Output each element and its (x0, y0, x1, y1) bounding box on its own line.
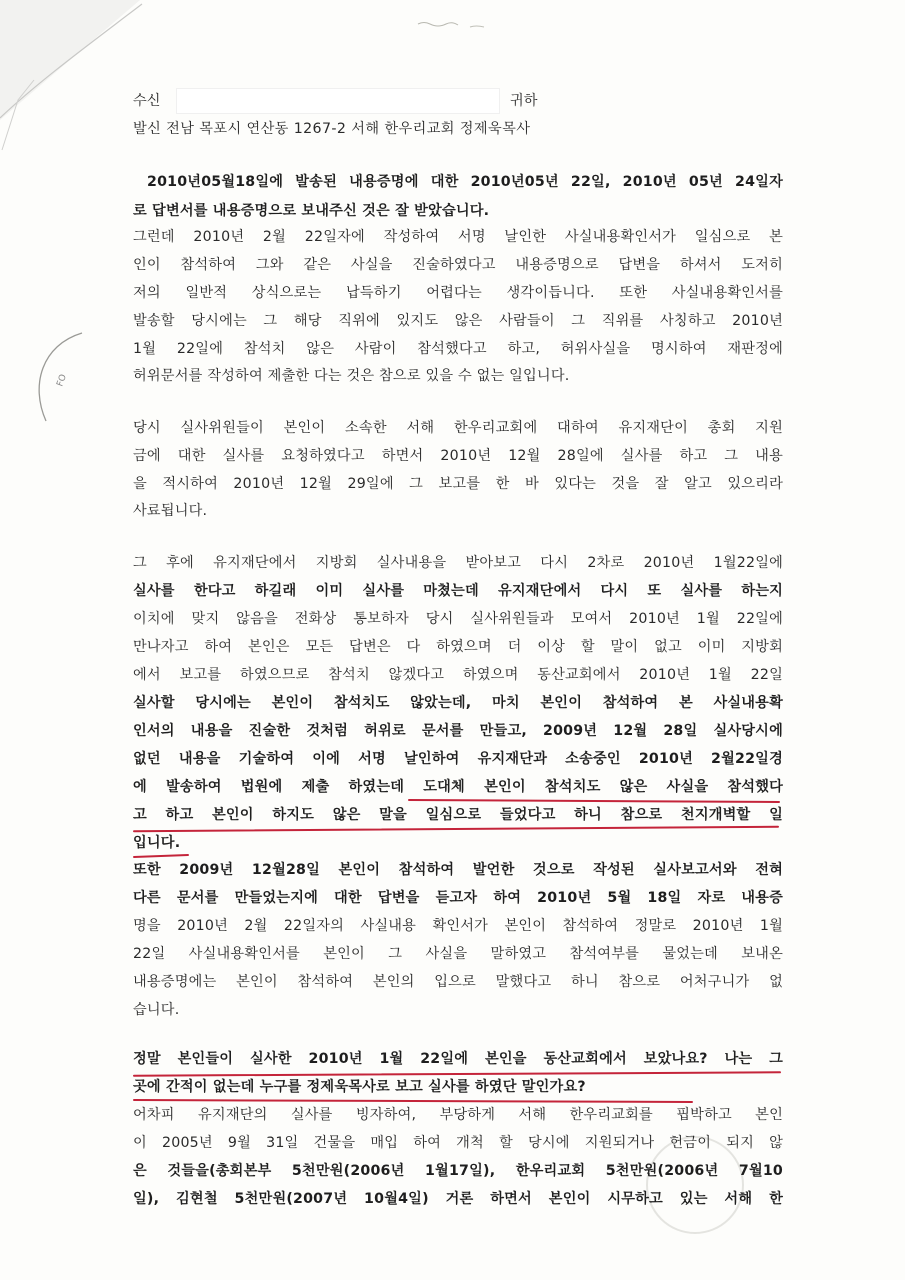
paragraph-7-line-4: 일), 김현철 5천만원(2007년 10월4일) 거론 하면서 본인이 시무하고 있는 서해 한 (133, 1191, 783, 1207)
paragraph-1-line-2: 로 답변서를 내용증명으로 보내주신 것은 잘 받았습니다. (133, 203, 490, 219)
paragraph-4-line-4: 만나자고 하여 본인은 모든 답변은 다 하였으며 더 이상 할 말이 없고 이미 지방회 (133, 639, 783, 655)
paragraph-4-line-9: 에 발송하여 법원에 제출 하였는데 도대체 본인이 참석치도 않은 사실을 참석했다 (133, 779, 783, 795)
paragraph-7-line-1: 어차피 유지재단의 실사를 빙자하여, 부당하게 서해 한우리교회를 핍박하고 본인 (133, 1107, 783, 1123)
paragraph-5-line-2: 다른 문서를 만들었는지에 대한 답변을 듣고자 하여 2010년 5월 18일 자로 내용증 (133, 890, 783, 906)
paragraph-3-line-1: 당시 실사위원들이 본인이 소속한 서해 한우리교회에 대하여 유지재단이 총회 지원 (133, 420, 783, 436)
paragraph-4-line-3: 이치에 맞지 않음을 전화상 통보하자 당시 실사위원들과 모여서 2010년 1월 22일에 (133, 611, 783, 627)
paragraph-2-line-3: 저의 일반적 상식으로는 납득하기 어렵다는 생각이듭니다. 또한 사실내용확인서를 (133, 285, 783, 301)
paragraph-2-line-6: 허위문서를 작성하여 제출한 다는 것은 참으로 있을 수 없는 일입니다. (133, 368, 570, 384)
paragraph-1-line-1: 2010년05월18일에 발송된 내용증명에 대한 2010년05년 22일, 2010년 05년 24일자 (147, 174, 783, 190)
paragraph-2-line-2: 인이 참석하여 그와 같은 사실을 진술하였다고 내용증명으로 답변을 하셔서 도저히 (133, 257, 783, 273)
recipient-label: 수신 (133, 93, 161, 109)
recipient-suffix: 귀하 (510, 93, 538, 109)
paragraph-3-line-4: 사료됩니다. (133, 503, 208, 519)
sender-line: 발신 전남 목포시 연산동 1267-2 서해 한우리교회 정제욱목사 (133, 121, 531, 137)
paragraph-4-line-8: 없던 내용을 기술하여 이에 서명 날인하여 유지재단과 소송중인 2010년 2월22일경 (133, 751, 783, 767)
paragraph-6-line-2: 곳에 간적이 없는데 누구를 정제욱목사로 보고 실사를 하였단 말인가요? (133, 1079, 586, 1095)
paragraph-4-line-2: 실사를 한다고 하길래 이미 실사를 마쳤는데 유지재단에서 다시 또 실사를 하는지 (133, 583, 783, 599)
paragraph-7-line-2: 이 2005년 9월 31일 건물을 매입 하여 개척 할 당시에 지원되거나 헌금이 되지 않 (133, 1135, 783, 1151)
paragraph-2-line-1: 그런데 2010년 2월 22일자에 작성하여 서명 날인한 사실내용확인서가 일심으로 본 (133, 229, 783, 245)
paragraph-5-line-6: 습니다. (133, 1002, 180, 1018)
paragraph-5-line-3: 명을 2010년 2월 22일자의 사실내용 확인서가 본인이 참석하여 정말로 2010년 1월 (133, 918, 783, 934)
paragraph-6-line-1: 정말 본인들이 실사한 2010년 1월 22일에 본인을 동산교회에서 보았나요? 나는 그 (133, 1051, 783, 1067)
paragraph-2-line-5: 1월 22일에 참석치 않은 사람이 참석했다고 하고, 허위사실을 명시하여 재판정에 (133, 341, 783, 357)
paragraph-2-line-4: 발송할 당시에는 그 해당 직위에 있지도 않은 사람들이 그 직위를 사칭하고 2010년 (133, 313, 783, 329)
margin-note: FO (55, 373, 70, 389)
paragraph-5-line-1: 또한 2009년 12월28일 본인이 참석하여 발언한 것으로 작성된 실사보고서와 전혀 (133, 862, 783, 878)
paragraph-4-line-6: 실사할 당시에는 본인이 참석치도 않았는데, 마치 본인이 참석하여 본 사실내용확 (133, 695, 783, 711)
recipient-redaction (176, 88, 500, 114)
paragraph-4-line-7: 인서의 내용을 진술한 것처럼 허위로 문서를 만들고, 2009년 12월 28일 실사당시에 (133, 723, 783, 739)
paragraph-5-line-4: 22일 사실내용확인서를 본인이 그 사실을 말하였고 참석여부를 물었는데 보내온 (133, 946, 783, 962)
paragraph-4-line-10: 고 하고 본인이 하지도 않은 말을 일심으로 들었다고 하니 참으로 천지개벽할 일 (133, 807, 783, 823)
paragraph-4-line-5: 에서 보고를 하였으므로 참석치 않겠다고 하였으며 동산교회에서 2010년 1월 22일 (133, 667, 783, 683)
margin-stamp (22, 325, 92, 425)
paragraph-4-line-1: 그 후에 유지재단에서 지방회 실사내용을 받아보고 다시 2차로 2010년 1월22일에 (133, 555, 783, 571)
paragraph-5-line-5: 내용증명에는 본인이 참석하여 본인의 입으로 말했다고 하니 참으로 어처구니가 없 (133, 974, 783, 990)
paragraph-7-line-3: 은 것들을(총회본부 5천만원(2006년 1월17일), 한우리교회 5천만원(2006년 7월10 (133, 1163, 783, 1179)
paragraph-3-line-3: 을 적시하여 2010년 12월 29일에 그 보고를 한 바 있다는 것을 잘 알고 있으리라 (133, 476, 783, 492)
paragraph-4-line-11: 입니다. (133, 835, 181, 851)
paragraph-3-line-2: 금에 대한 실사를 요청하였다고 하면서 2010년 12월 28일에 실사를 하고 그 내용 (133, 448, 783, 464)
